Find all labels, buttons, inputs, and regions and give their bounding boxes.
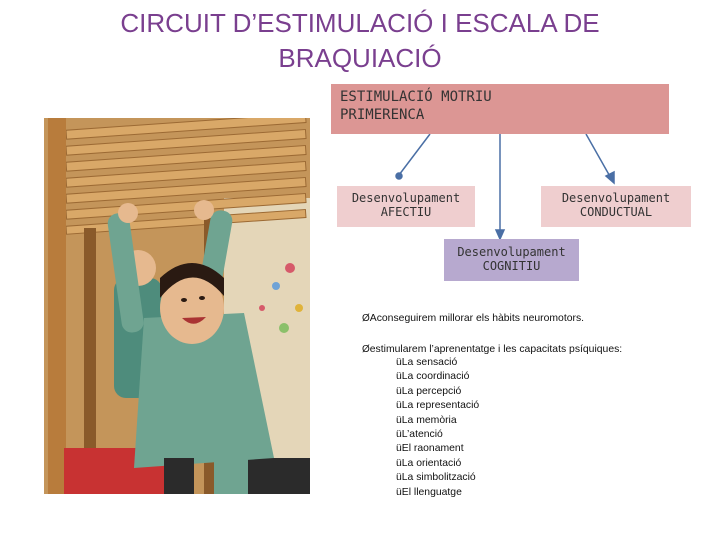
box-desenvolupament-conductual xyxy=(541,186,691,227)
arrow-bullet-icon: Ø xyxy=(362,313,370,324)
list-item: üEl raonament xyxy=(396,443,464,455)
connector-conductual xyxy=(586,134,612,180)
bullet-point-1-text: Aconseguirem millorar els hàbits neuromotors. xyxy=(369,313,585,324)
capacitats-list xyxy=(362,356,712,500)
slide-title-line-2: BRAQUIACIÓ xyxy=(278,43,442,73)
check-icon: ü xyxy=(396,472,402,484)
list-item: üLa representació xyxy=(396,400,480,412)
box-conductual-line-2: CONDUCTUAL xyxy=(579,205,653,219)
check-icon: ü xyxy=(396,385,402,397)
list-item: üLa percepció xyxy=(396,385,462,397)
box-cognitiu-line-2: COGNITIU xyxy=(482,259,541,273)
bullet-list xyxy=(362,312,712,500)
check-icon: ü xyxy=(396,429,402,441)
box-conductual-line-1: Desenvolupament xyxy=(561,191,671,205)
bullet-point-2-text: estimularem l’aprenentatge i les capacitats psíquiques: xyxy=(369,344,623,355)
check-icon: ü xyxy=(396,400,402,412)
list-item: üL’atenció xyxy=(396,429,443,441)
box-afectiu-line-1: Desenvolupament xyxy=(351,191,461,205)
check-icon: ü xyxy=(396,357,402,368)
list-item: üEl llenguatge xyxy=(396,486,462,498)
box-desenvolupament-cognitiu xyxy=(444,239,579,281)
arrow-bullet-icon: Ø xyxy=(362,344,370,355)
box-afectiu-line-2: AFECTIU xyxy=(380,205,432,219)
list-item: üLa simbolització xyxy=(396,472,476,484)
check-icon: ü xyxy=(396,443,402,455)
box-estimulacio-motriu xyxy=(331,84,669,134)
bullet-point-1 xyxy=(362,312,712,325)
check-icon: ü xyxy=(396,486,402,498)
list-item: üLa sensació xyxy=(396,357,458,368)
check-icon: ü xyxy=(396,457,402,469)
list-item: üLa memòria xyxy=(396,414,457,426)
list-item: üLa orientació xyxy=(396,457,462,469)
list-item: üLa coordinació xyxy=(396,371,470,383)
bullet-point-2 xyxy=(362,343,712,356)
box-cognitiu-line-1: Desenvolupament xyxy=(457,245,566,259)
box-main-line-2: PRIMERENCA xyxy=(340,107,425,123)
box-main-line-1: ESTIMULACIÓ MOTRIU xyxy=(340,89,492,105)
slide-title-line-1: CIRCUIT D’ESTIMULACIÓ I ESCALA DE xyxy=(120,8,600,38)
connector-afectiu xyxy=(399,134,430,175)
check-icon: ü xyxy=(396,371,402,383)
check-icon: ü xyxy=(396,414,402,426)
box-desenvolupament-afectiu xyxy=(337,186,475,227)
